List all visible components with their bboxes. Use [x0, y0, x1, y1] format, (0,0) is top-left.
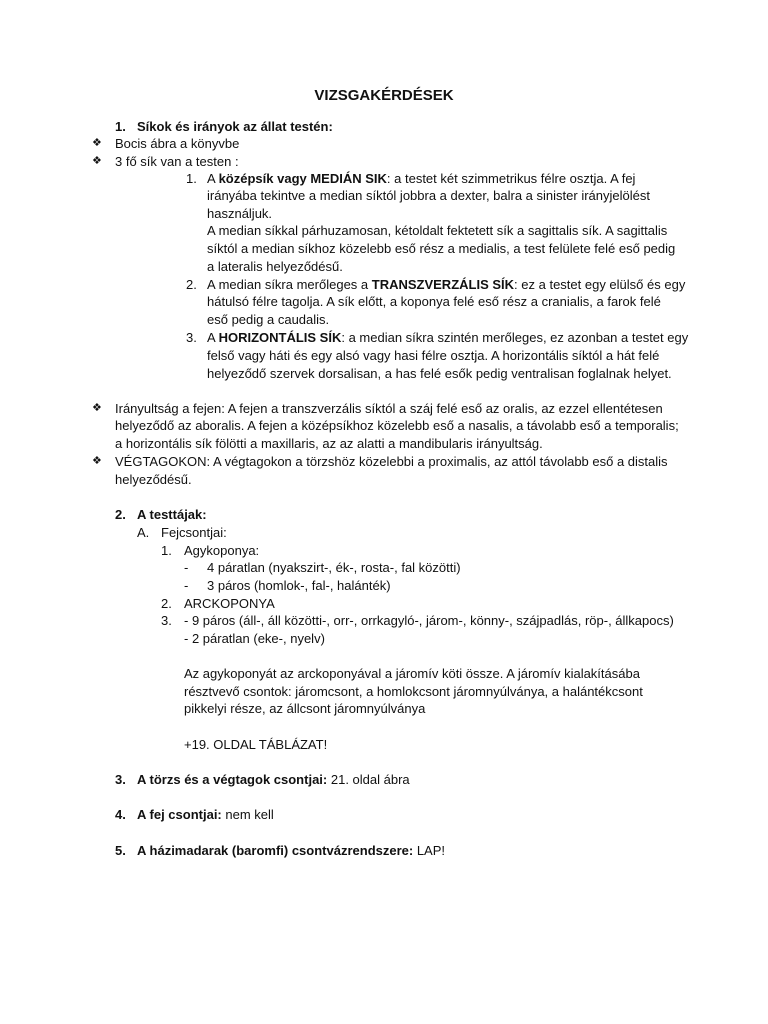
section-3-number: 3.	[115, 772, 126, 787]
limb-direction-line: VÉGTAGOKON: A végtagokon a törzshöz közelebbi a proximalis, az attól távolabb eső a distalis	[115, 454, 668, 469]
section-1-number: 1.	[115, 119, 126, 134]
dash-bullet: -	[184, 560, 189, 575]
plane-item-1-line: használjuk.	[207, 206, 273, 221]
plane-item-3-line: helyeződő szervek dorsalisan, a has felé esők pedig ventralisan foglalnak helyet.	[207, 366, 672, 381]
table-reference: +19. OLDAL TÁBLÁZAT!	[184, 737, 328, 752]
plane-item-3-line: A HORIZONTÁLIS SÍK: a median síkra szintén merőleges, ez azonban a testet egy	[207, 330, 689, 345]
plane-item-2-line: hátulsó félre tagolja. A sík előtt, a koponya felé eső rész a cranialis, a farok felé	[207, 294, 661, 309]
section-1-heading: Síkok és irányok az állat testén:	[137, 119, 333, 134]
plane-item-2-number: 2.	[186, 277, 197, 292]
list-number: 3.	[161, 613, 172, 628]
facial-bones-unpaired: - 2 páratlan (eke-, nyelv)	[184, 631, 325, 646]
section-4-line: A fej csontjai: nem kell	[137, 807, 274, 822]
diamond-bullet-icon: ❖	[92, 137, 102, 149]
median-plane-term: középsík vagy MEDIÁN SIK	[218, 171, 387, 186]
diamond-bullet-icon: ❖	[92, 455, 102, 467]
cranium-item-2: 3 páros (homlok-, fal-, halánték)	[207, 578, 391, 593]
section-5-number: 5.	[115, 843, 126, 858]
plane-item-3-number: 3.	[186, 330, 197, 345]
zygomatic-paragraph-line: pikkelyi része, az állcsont járomnyúlványa	[184, 701, 426, 716]
cranium-heading: Agykoponya:	[184, 543, 260, 558]
list-number: 2.	[161, 596, 172, 611]
zygomatic-paragraph-line: Az agykoponyát az arckoponyával a járomív köti össze. A járomív kialakításába	[184, 666, 640, 681]
cranium-item-1: 4 páratlan (nyakszirt-, ék-, rosta-, fal közötti)	[207, 560, 461, 575]
zygomatic-paragraph-line: résztvevő csontok: járomcsont, a homlokcsont járomnyúlványa, a halántékcsont	[184, 684, 643, 699]
plane-item-1-line: a lateralis helyeződésű.	[207, 259, 343, 274]
head-direction-line: helyeződő az aboralis. A fejen a középsíkhoz közelebb eső a nasalis, a távolabb eső a temporalis;	[115, 418, 679, 433]
head-direction-line: a horizontális sík fölötti a maxillaris, az az alatti a mandibularis irányultság.	[115, 436, 543, 451]
list-number: 1.	[161, 543, 172, 558]
section-5-heading: A házimadarak (baromfi) csontvázrendszere:	[137, 843, 414, 858]
section-4-number: 4.	[115, 807, 126, 822]
plane-item-1-line: A középsík vagy MEDIÁN SIK: a testet két szimmetrikus félre osztja. A fej	[207, 171, 636, 186]
section-2-heading: A testtájak:	[137, 507, 207, 522]
section-3-heading: A törzs és a végtagok csontjai:	[137, 772, 328, 787]
subsection-a-text: Fejcsontjai:	[161, 525, 227, 540]
section-5-line: A házimadarak (baromfi) csontvázrendszere: LAP!	[137, 843, 446, 858]
bullet-bocis: Bocis ábra a könyvbe	[115, 136, 240, 151]
plane-item-3-line: felső vagy háti és egy alsó vagy hasi félre osztja. A horizontális síktól a hát felé	[207, 348, 660, 363]
section-2-number: 2.	[115, 507, 126, 522]
head-direction-line: Irányultság a fejen: A fejen a transzverzális síktól a száj felé eső az oralis, az ezzel ellentétesen	[115, 401, 663, 416]
plane-item-1-number: 1.	[186, 171, 197, 186]
limb-direction-line: helyeződésű.	[115, 472, 192, 487]
bullet-3-sik: 3 fő sík van a testen :	[115, 154, 239, 169]
plane-item-1-line: irányába tekintve a median síktól jobbra a dexter, balra a sinister irányjelölést	[207, 188, 650, 203]
plane-item-1-line: síktól a median síkhoz közelebb eső rész a medialis, a test felülete felé eső pedig	[207, 241, 676, 256]
plane-item-2-line: A median síkra merőleges a TRANSZVERZÁLIS SÍK: ez a testet egy elülső és egy	[207, 277, 686, 292]
section-3-line: A törzs és a végtagok csontjai: 21. oldal ábra	[137, 772, 410, 787]
facial-bones-paired: - 9 páros (áll-, áll közötti-, orr-, orrkagyló-, járom-, könny-, szájpadlás, röp-, állkapocs)	[184, 613, 674, 628]
plane-item-1-line: A median síkkal párhuzamosan, kétoldalt fektetett sík a sagittalis sík. A sagittalis	[207, 223, 668, 238]
subsection-a-label: A.	[137, 525, 150, 540]
diamond-bullet-icon: ❖	[92, 402, 102, 414]
facial-skull-heading: ARCKOPONYA	[184, 596, 275, 611]
page-title: VIZSGAKÉRDÉSEK	[314, 87, 454, 104]
diamond-bullet-icon: ❖	[92, 155, 102, 167]
transverse-plane-term: TRANSZVERZÁLIS SÍK	[371, 277, 515, 292]
horizontal-plane-term: HORIZONTÁLIS SÍK	[218, 330, 342, 345]
plane-item-2-line: eső pedig a caudalis.	[207, 312, 330, 327]
section-4-heading: A fej csontjai:	[137, 807, 222, 822]
dash-bullet: -	[184, 578, 189, 593]
